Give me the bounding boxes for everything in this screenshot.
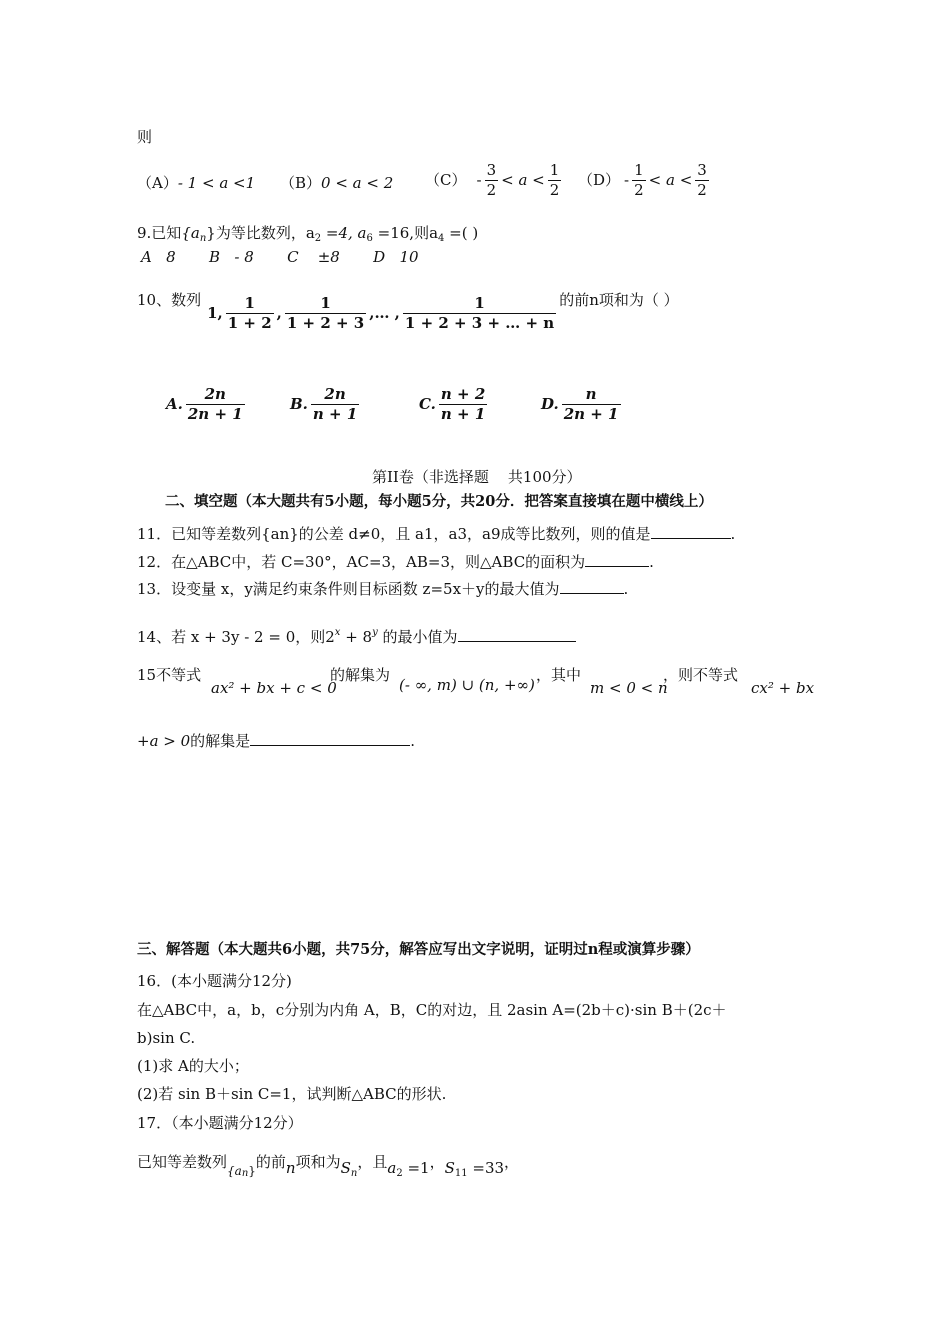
q10-choice-a-frac [186, 387, 245, 422]
q8-option-a-text: - 1 < a <1 [177, 174, 256, 192]
q10-choice-a [166, 387, 248, 422]
q15-set: (- ∞, m) ∪ (n, +∞) [399, 676, 535, 694]
q13-end: . [623, 580, 629, 598]
part2-title: 第II卷（非选择题 共100分） [372, 468, 582, 486]
q14-pre: 14、若 x + 3y - 2 = 0，则2 [137, 628, 335, 646]
q17-end: ， [504, 1153, 520, 1171]
frac-den: 1 + 2 [227, 314, 272, 332]
frac-num: 1 [634, 161, 644, 179]
q9-a4-sub: 4 [438, 233, 445, 244]
q15-mid3: ，则不等式 [663, 666, 739, 684]
q9-seq-close: } [206, 224, 216, 242]
frac-num: n [585, 385, 597, 403]
q17-seq-sub: n [241, 1168, 249, 1179]
q8-option-d-minus: - [624, 171, 630, 189]
frac-den: n + 1 [312, 405, 358, 423]
q15-mid2: ，其中 [536, 666, 582, 684]
q8-option-c-label: （C） [425, 171, 467, 189]
part3-section-heading: 三、解答题（本大题共6小题，共75分，解答应写出文字说明，证明过n程或演算步骤） [137, 941, 700, 958]
q10-choice-b-label: B. [290, 395, 308, 413]
q11-text: 11．已知等差数列{an}的公差 d≠0，且 a1，a3，a9成等比数列，则的值是 [137, 525, 651, 543]
frac-num: 1 [320, 294, 331, 312]
frac-den: 2 [697, 181, 707, 199]
q8-option-b-text: 0 < a < 2 [321, 174, 394, 192]
q14-tail: 的最小值为 [377, 628, 458, 646]
frac-num: 1 [244, 294, 255, 312]
frac-den: 2 [549, 181, 560, 199]
q15-mid1: 的解集为 [330, 666, 391, 684]
q9-a6-eq: =16,则a [372, 224, 439, 242]
frac-den: n + 1 [440, 405, 486, 423]
q17-S11: S [444, 1159, 455, 1177]
q17-a2-eq: =1 [402, 1159, 430, 1177]
q17-S11-eq: =33 [467, 1159, 505, 1177]
q17-S: S [340, 1159, 351, 1177]
q17-seq: {a [227, 1164, 242, 1178]
frac-num: 2n [324, 385, 346, 403]
q8-option-d-frac2 [695, 163, 709, 198]
q8-option-d-mid: < a < [648, 171, 693, 189]
q17-a2-sub: 2 [396, 1168, 403, 1179]
q9-a6-sub: 6 [366, 233, 373, 244]
q17-heading: 17．（本小题满分12分） [137, 1114, 303, 1132]
q9-tail: =( ) [444, 224, 479, 242]
q10-first: 1, [207, 304, 223, 322]
q10-dots: ,… , [369, 304, 400, 322]
q9-seq-sub: n [199, 233, 207, 244]
frac-num: n + 2 [440, 385, 486, 403]
q10-tail: 的前n项和为（ ） [559, 291, 679, 309]
frac-den: 2n + 1 [563, 405, 619, 423]
frac-num: 3 [697, 161, 707, 179]
q11-answer-blank [651, 538, 731, 539]
q17-S-sub: n [350, 1168, 358, 1179]
q9-a2-sub: 2 [314, 233, 322, 244]
frac-num: 1 [474, 294, 485, 312]
q16-part1: (1)求 A的大小； [137, 1057, 249, 1075]
q10-stem: 10、数列 1, $\frac{1}{1 + 2}$ , $\frac{1}{1 + 2 + 3}$ ,… , $\frac{1}{1 + 2 + 3 + \dots + n}$ 的前n项和为（ ） [137, 291, 679, 332]
q10-pre: 10、数列 [137, 291, 202, 309]
q15-line2 [137, 734, 415, 749]
q14 [137, 627, 576, 646]
q8-option-d [578, 163, 712, 198]
q12-end: . [649, 553, 654, 571]
q17-seq-close: } [248, 1164, 256, 1178]
q17-S11-sub: 11 [454, 1168, 468, 1179]
frac-den: 1 + 2 + 3 [286, 314, 365, 332]
q17-a2: a [387, 1159, 397, 1177]
q12-text: 12．在△ABC中，若 C=30°，AC=3，AB=3，则△ABC的面积为 [137, 553, 586, 571]
q8-option-c-frac2 [548, 163, 562, 198]
q8-option-c-mid: < a < [501, 171, 545, 189]
q16-stem-line2: b)sin C. [137, 1029, 196, 1047]
q10-choice-a-label: A. [166, 395, 183, 413]
part2-section-heading: 二、填空题（本大题共有5小题，每小题5分，共20分．把答案直接填在题中横线上） [165, 493, 713, 510]
q8-option-d-frac1 [632, 163, 646, 198]
frac-den: 2 [634, 181, 644, 199]
q17-pre: 已知等差数列 [137, 1153, 228, 1171]
q15-cond: m < 0 < n [590, 679, 668, 697]
frac-num: 1 [549, 161, 560, 179]
q17-mid1: 的前 [255, 1153, 286, 1171]
q15-ineq1: ax² + bx + c < 0 [211, 679, 337, 697]
q10-choice-d [541, 387, 624, 422]
q8-option-b-label: （B） [280, 174, 322, 192]
q8-option-d-label: （D） [578, 171, 621, 189]
q17-n: n [285, 1159, 296, 1177]
q14-sup2: y [372, 627, 378, 638]
q17-stem [137, 1153, 520, 1179]
q10-choice-d-label: D. [541, 395, 559, 413]
frac-num: 2n [204, 385, 226, 403]
q8-option-c-minus: - [476, 171, 482, 189]
q9-a2-eq: =4, a [321, 224, 367, 242]
q14-mid: + 8 [340, 628, 373, 646]
q17-sep: ， [429, 1153, 445, 1171]
q8-tail: 则 [137, 128, 153, 146]
q15-end: . [410, 732, 415, 750]
q10-frac1 [226, 296, 274, 331]
frac-den: 1 + 2 + 3 + … + n [404, 314, 555, 332]
q8-option-a-label: （A） [137, 174, 178, 192]
q10-choice-c [419, 387, 490, 422]
q12-answer-blank [585, 566, 649, 567]
frac-den: 2 [486, 181, 497, 199]
q8-option-c-frac1 [485, 163, 499, 198]
q15-pre: 15不等式 [137, 666, 202, 684]
q10-choice-d-frac [562, 387, 621, 422]
frac-num: 3 [486, 161, 497, 179]
q10-frac3 [403, 296, 556, 331]
q13-answer-blank [560, 593, 624, 594]
q15-tail: 的解集是 [190, 732, 251, 750]
q16-part2: (2)若 sin B＋sin C=1，试判断△ABC的形状. [137, 1085, 447, 1103]
frac-den: 2n + 1 [187, 405, 243, 423]
q16-heading: 16．(本小题满分12分) [137, 972, 292, 990]
q12 [137, 555, 654, 570]
q15-ineq2a: cx² + bx [751, 679, 815, 697]
q8-option-a [137, 176, 255, 191]
q14-answer-blank [458, 641, 576, 642]
q11-end: . [730, 525, 736, 543]
q9-seq: {a [181, 224, 200, 242]
q9-stem [137, 224, 479, 244]
q8-option-c [425, 163, 564, 198]
q16-stem-line1: 在△ABC中，a，b，c分别为内角 A，B，C的对边，且 2asin A=(2b＋c)·sin B＋(2c＋ [137, 1001, 727, 1019]
q17-mid2: 项和为 [295, 1153, 341, 1171]
q10-choice-c-label: C. [419, 395, 436, 413]
q10-frac2 [285, 296, 366, 331]
q14-sup1: x [334, 627, 341, 638]
q13 [137, 582, 628, 597]
q17-mid3: ，且 [357, 1153, 388, 1171]
q10-choice-c-frac [439, 387, 487, 422]
q11 [137, 527, 735, 542]
q9-mid: 为等比数列，a [215, 224, 315, 242]
q13-text: 13．设变量 x，y满足约束条件则目标函数 z=5x＋y的最大值为 [137, 580, 560, 598]
q15-ineq2b: +a > 0 [137, 732, 191, 750]
q8-option-b [280, 176, 393, 191]
q10-choice-b [290, 387, 362, 422]
q10-choice-b-frac [311, 387, 359, 422]
q9-pre: 9.已知 [137, 224, 182, 242]
q9-choices: A 8 B - 8 C ±8 D 10 [141, 248, 419, 266]
q15-answer-blank [250, 745, 410, 746]
